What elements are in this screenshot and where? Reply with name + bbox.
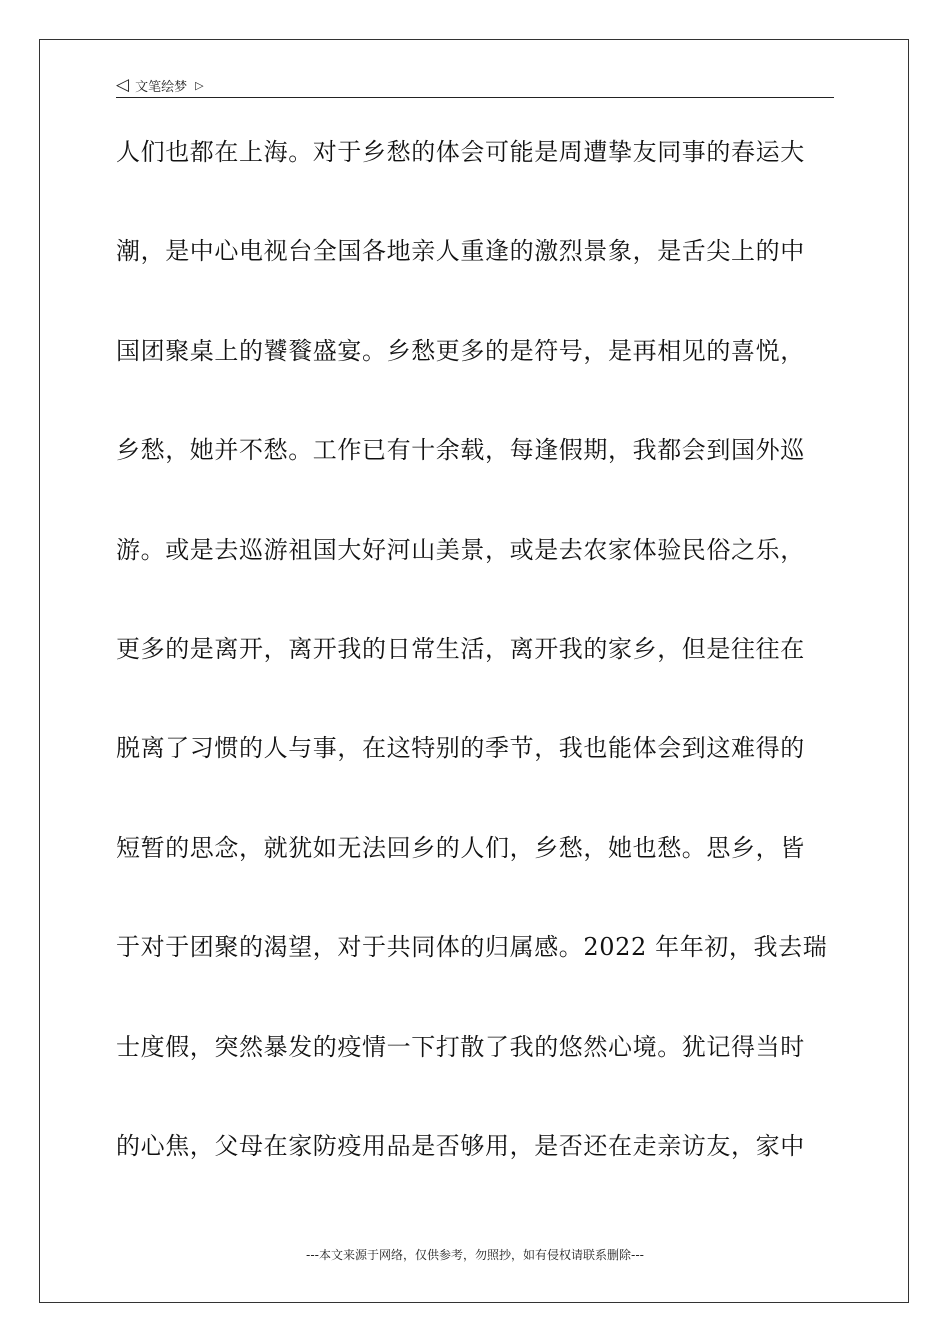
header-title: 文笔绘梦 bbox=[135, 79, 188, 95]
triangle-left-icon: ◁ bbox=[116, 74, 130, 95]
text-line: 人们也都在上海。对于乡愁的体会可能是周遭挚友同事的春运大 bbox=[116, 138, 805, 166]
text-line: 更多的是离开，离开我的日常生活，离开我的家乡，但是往往在 bbox=[116, 634, 805, 663]
text-line: 游。或是去巡游祖国大好河山美景，或是去农家体验民俗之乐， bbox=[116, 535, 805, 564]
document-body bbox=[116, 124, 840, 1217]
text-line: 于对于团聚的渴望，对于共同体的归属感。2022 年年初，我去瑞 bbox=[116, 933, 828, 962]
header-divider bbox=[116, 97, 834, 98]
page-header bbox=[116, 72, 204, 98]
text-line: 脱离了习惯的人与事，在这特别的季节，我也能体会到这难得的 bbox=[116, 734, 805, 763]
triangle-right-icon: ▷ bbox=[195, 78, 204, 92]
footer-notice: ---本文来源于网络，仅供参考，勿照抄，如有侵权请联系删除--- bbox=[306, 1248, 644, 1262]
text-line: 士度假，突然暴发的疫情一下打散了我的悠然心境。犹记得当时 bbox=[116, 1032, 805, 1061]
text-line: 的心焦，父母在家防疫用品是否够用，是否还在走亲访友，家中 bbox=[116, 1131, 805, 1160]
text-line: 短暂的思念，就犹如无法回乡的人们，乡愁，她也愁。思乡，皆 bbox=[116, 833, 805, 862]
text-line: 国团聚桌上的饕餮盛宴。乡愁更多的是符号，是再相见的喜悦， bbox=[116, 336, 805, 365]
text-line: 潮，是中心电视台全国各地亲人重逢的激烈景象，是舌尖上的中 bbox=[116, 237, 805, 266]
text-line: 乡愁，她并不愁。工作已有十余载，每逢假期，我都会到国外巡 bbox=[116, 436, 805, 465]
